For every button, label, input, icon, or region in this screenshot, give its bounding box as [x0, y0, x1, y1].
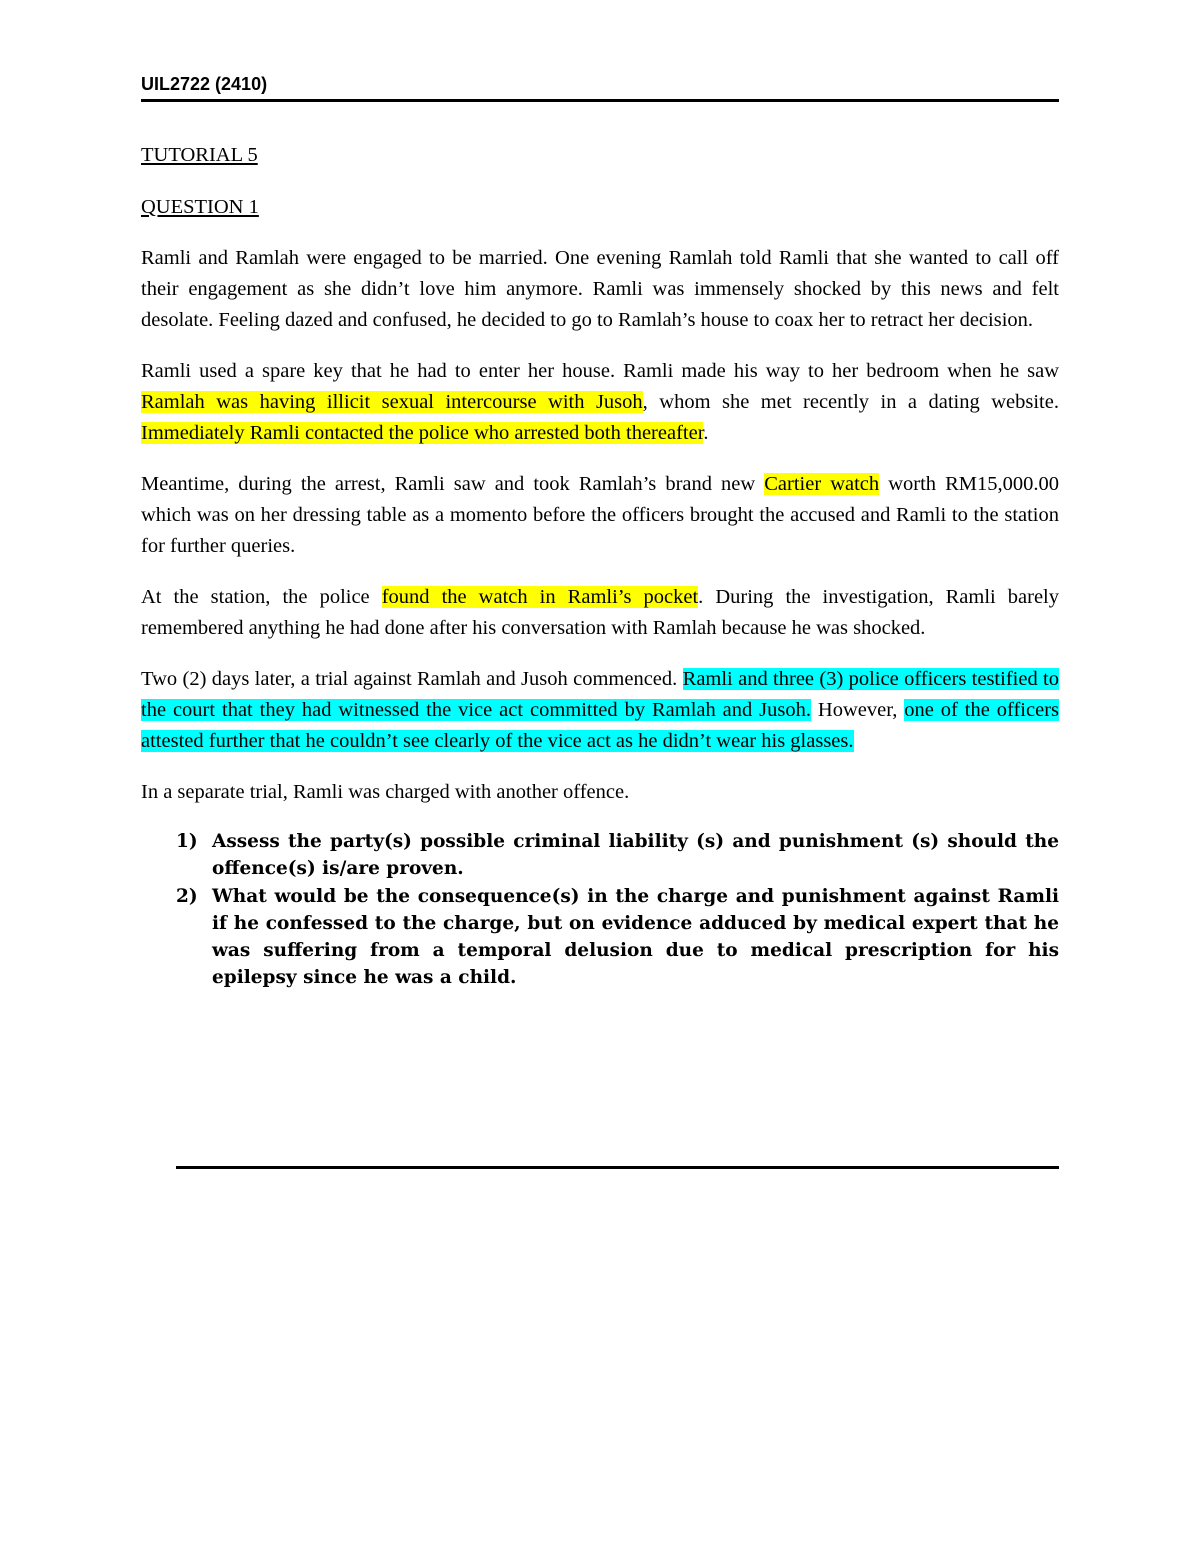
- question-item: [141, 828, 1059, 882]
- cyan-highlight: one of the officers attested further that he couldn’t see clearly of the vice act as he didn’t wear his glasses.: [141, 699, 1059, 752]
- paragraph: [141, 469, 1059, 562]
- paragraph: [141, 356, 1059, 449]
- paragraph: [141, 243, 1059, 336]
- text-segment: However,: [811, 699, 905, 721]
- text-segment: Ramli and Ramlah were engaged to be married. One evening Ramlah told Ramli that she wanted to call off their engagement as she didn’t love him anymore. Ramli was immensely shocked by this news and felt desolate. Feeling dazed and confused, he decided to go to Ramlah’s house to coax her to retract her decision.: [141, 247, 1059, 331]
- yellow-highlight: Ramlah was having illicit sexual intercourse with Jusoh: [141, 391, 643, 413]
- yellow-highlight: found the watch in Ramli’s pocket: [381, 586, 699, 608]
- text-segment: Meantime, during the arrest, Ramli saw and took Ramlah’s brand new: [141, 473, 765, 495]
- question-text: What would be the consequence(s) in the charge and punishment against Ramli if he confessed to the charge, but on evidence adduced by medical expert that he was suffering from a temporal delusion due to medical prescription for his epilepsy since he was a child.: [212, 886, 1059, 988]
- text-segment: Ramli used a spare key that he had to enter her house. Ramli made his way to her bedroom when he saw: [141, 360, 1059, 382]
- question-number: 1): [176, 831, 198, 852]
- question-number: 2): [176, 886, 198, 907]
- question-text: Assess the party(s) possible criminal liability (s) and punishment (s) should the offence(s) is/are proven.: [212, 831, 1059, 879]
- document-body: [141, 141, 1059, 992]
- text-segment: . During the investigation, Ramli barely remembered anything he had done after his conversation with Ramlah because he was shocked.: [141, 586, 1059, 639]
- text-segment: At the station, the police: [141, 586, 382, 608]
- yellow-highlight: Cartier watch: [764, 473, 880, 495]
- yellow-highlight: Immediately Ramli contacted the police who arrested both thereafter: [141, 422, 704, 444]
- tutorial-title: TUTORIAL 5: [141, 144, 258, 166]
- question-list: [141, 828, 1059, 991]
- question-item: [141, 883, 1059, 991]
- paragraph: [141, 582, 1059, 644]
- paragraph: [141, 664, 1059, 757]
- text-segment: In a separate trial, Ramli was charged with another offence.: [141, 781, 630, 803]
- text-segment: , whom she met recently in a dating website.: [642, 391, 1059, 413]
- course-code-header: UIL2722 (2410): [141, 74, 268, 94]
- text-segment: worth RM15,000.00 which was on her dressing table as a momento before the officers brought the accused and Ramli to the station for further queries.: [141, 473, 1059, 557]
- paragraph: [141, 777, 1059, 808]
- text-segment: Two (2) days later, a trial against Ramlah and Jusoh commenced.: [141, 668, 683, 690]
- header-divider: [141, 99, 1059, 102]
- question-heading: QUESTION 1: [141, 196, 259, 218]
- text-segment: .: [703, 422, 709, 444]
- footer-divider: [176, 1166, 1059, 1169]
- cyan-highlight: Ramli and three (3) police officers testified to the court that they had witnessed the vice act committed by Ramlah and Jusoh.: [141, 668, 1059, 721]
